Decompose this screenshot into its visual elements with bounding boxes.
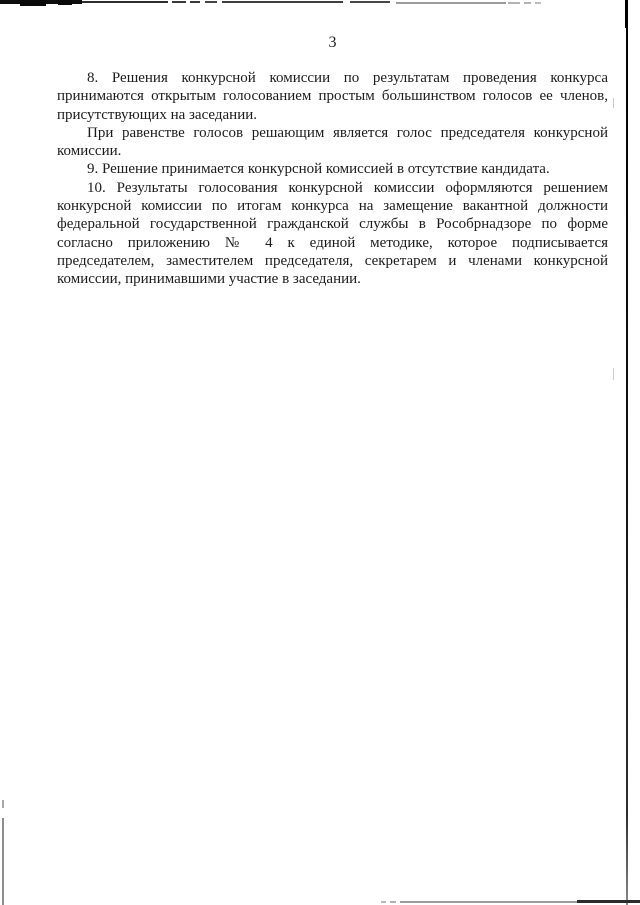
- scan-artifact-bottom-border: [400, 901, 577, 903]
- scan-artifact-top-border-dash: [172, 1, 186, 3]
- scan-artifact-top-border-dash: [508, 2, 520, 4]
- document-paragraph-8: 8. Решения конкурсной комиссии по результатам проведения конкурса принимаются открытым голосованием простым большинством голосов ее членов, присутствующих на заседании.: [57, 70, 608, 123]
- scan-artifact-right-border-cap: [625, 0, 628, 28]
- scan-artifact-top-border-dash: [190, 1, 200, 3]
- scan-artifact-top-border-dash: [524, 2, 531, 4]
- scan-artifact-top-border: [222, 1, 343, 3]
- scan-artifact-top-border-blob: [58, 0, 72, 5]
- document-paragraph-8-note: При равенстве голосов решающим является голос председателя конкурсной комиссии.: [57, 124, 608, 160]
- document-paragraph-10: 10. Результаты голосования конкурсной комиссии оформляются решением конкурсной комиссии по итогам конкурса на замещение вакантной должности федеральной государственной гражданской службы в Рособрнадзоре по форме согласно приложению № 4 к единой методике, которое подписывается председателем, заместителем председателя, секретарем и членами конкурсной комиссии, принимавшими участие в заседании.: [57, 179, 608, 288]
- document-paragraph-9: 9. Решение принимается конкурсной комиссией в отсутствие кандидата.: [87, 161, 550, 178]
- scan-artifact-top-border-blob: [20, 0, 46, 6]
- scan-artifact-speck: [613, 98, 614, 108]
- scan-artifact-bottom-border: [577, 900, 640, 903]
- scan-artifact-top-border: [350, 1, 390, 3]
- scan-artifact-bottom-border-dash: [390, 901, 396, 903]
- scan-artifact-top-border: [82, 1, 168, 3]
- page-number: 3: [328, 34, 337, 51]
- scan-artifact-top-border-dash: [205, 1, 217, 3]
- scan-artifact-top-border-dash: [535, 2, 541, 4]
- scan-artifact-left-border: [2, 818, 4, 905]
- scan-artifact-bottom-border-dash: [381, 901, 386, 903]
- document-body: [57, 69, 608, 289]
- scan-artifact-speck: [613, 368, 614, 380]
- scan-artifact-top-border: [396, 2, 506, 4]
- scan-artifact-left-border-dash: [2, 800, 4, 808]
- scan-artifact-right-border: [626, 0, 628, 905]
